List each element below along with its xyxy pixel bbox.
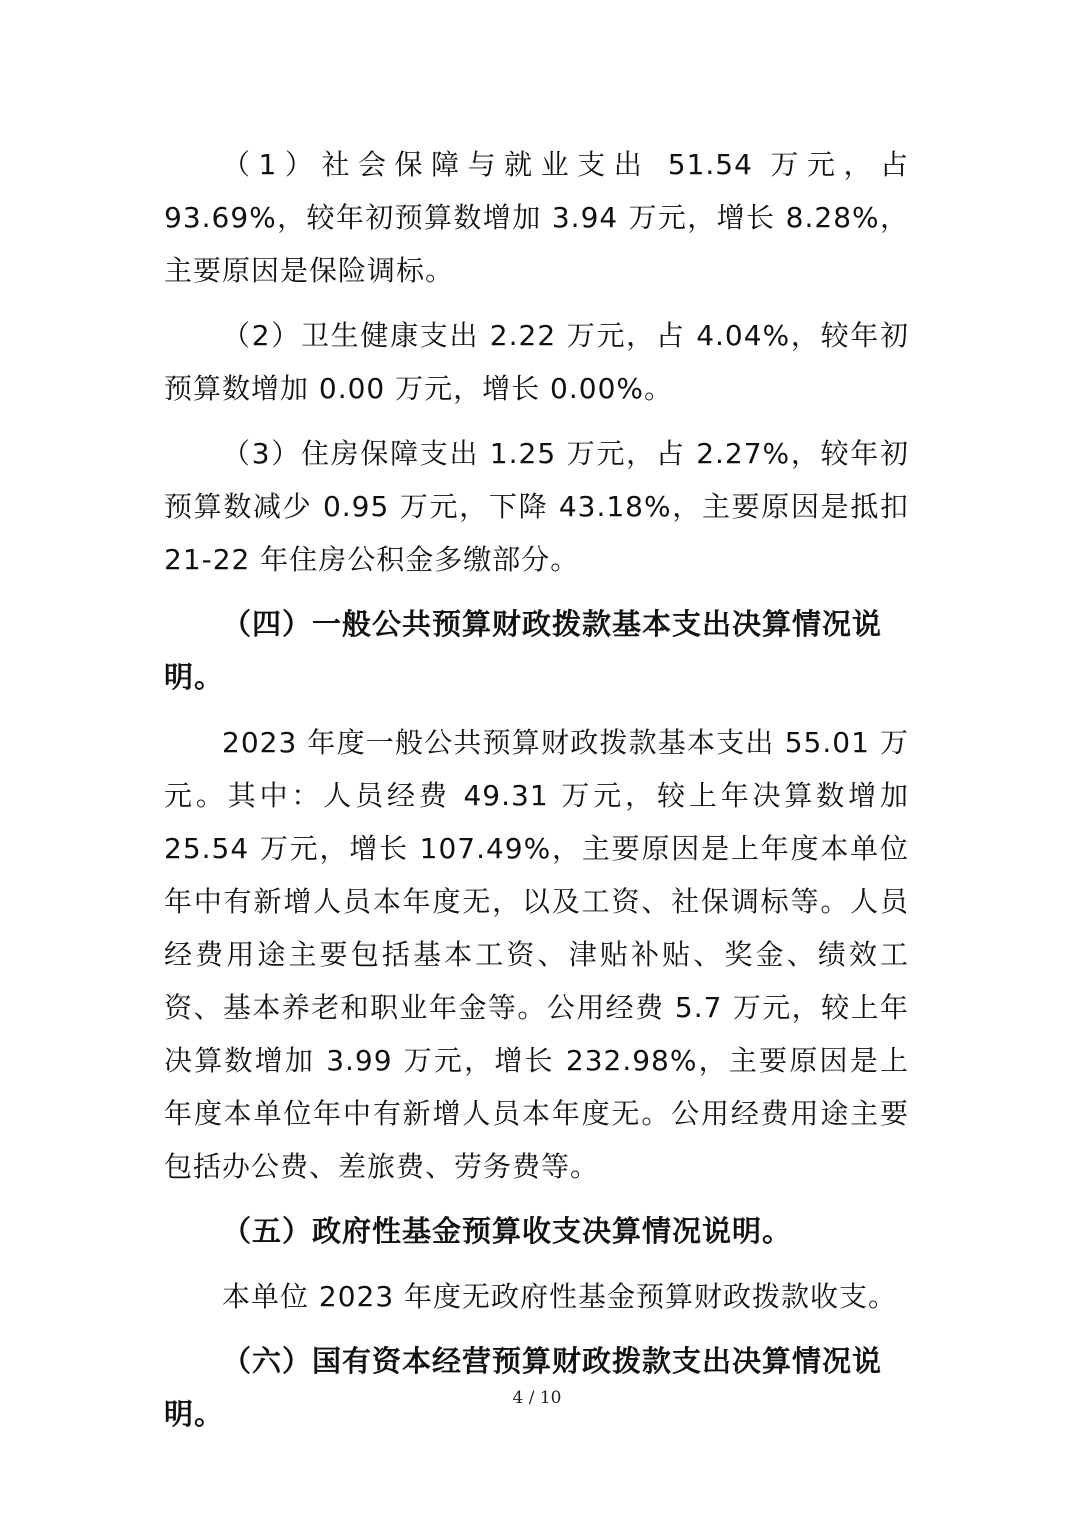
- paragraph-government-fund: 本单位 2023 年度无政府性基金预算财政拨款收支。: [222, 1280, 898, 1313]
- section-heading-six: （六）国有资本经营预算财政拨款支出决算情况说明。: [164, 1344, 883, 1431]
- paragraph-basic-expenditure: 2023 年度一般公共预算财政拨款基本支出 55.01 万元。其中：人员经费 49.31 万元，较上年决算数增加 25.54 万元，增长 107.49%，主要原因是上年度本单位年中有新增人员本年度无，以及工资、社保调标等。人员经费用途主要包括基本工资、津贴补贴、奖金、绩效工资、基本养老和职业年金等。公用经费 5.7 万元，较上年决算数增加 3.99 万元，增长 232.98%，主要原因是上年度本单位年中有新增人员本年度无。公用经费用途主要包括办公费、差旅费、劳务费等。: [164, 726, 909, 1183]
- document-body: [164, 138, 909, 1453]
- page-number: 4 / 10: [512, 1388, 562, 1408]
- section-heading-five: （五）政府性基金预算收支决算情况说明。: [222, 1214, 793, 1248]
- section-heading-four: （四）一般公共预算财政拨款基本支出决算情况说明。: [164, 607, 883, 694]
- paragraph-housing: （3）住房保障支出 1.25 万元，占 2.27%，较年初预算数减少 0.95 万元，下降 43.18%，主要原因是抵扣 21-22 年住房公积金多缴部分。: [164, 437, 909, 576]
- paragraph-social-security: （1）社会保障与就业支出 51.54 万元，占 93.69%，较年初预算数增加 3.94 万元，增长 8.28%，主要原因是保险调标。: [164, 148, 909, 287]
- paragraph-health: （2）卫生健康支出 2.22 万元，占 4.04%，较年初预算数增加 0.00 万元，增长 0.00%。: [164, 319, 909, 405]
